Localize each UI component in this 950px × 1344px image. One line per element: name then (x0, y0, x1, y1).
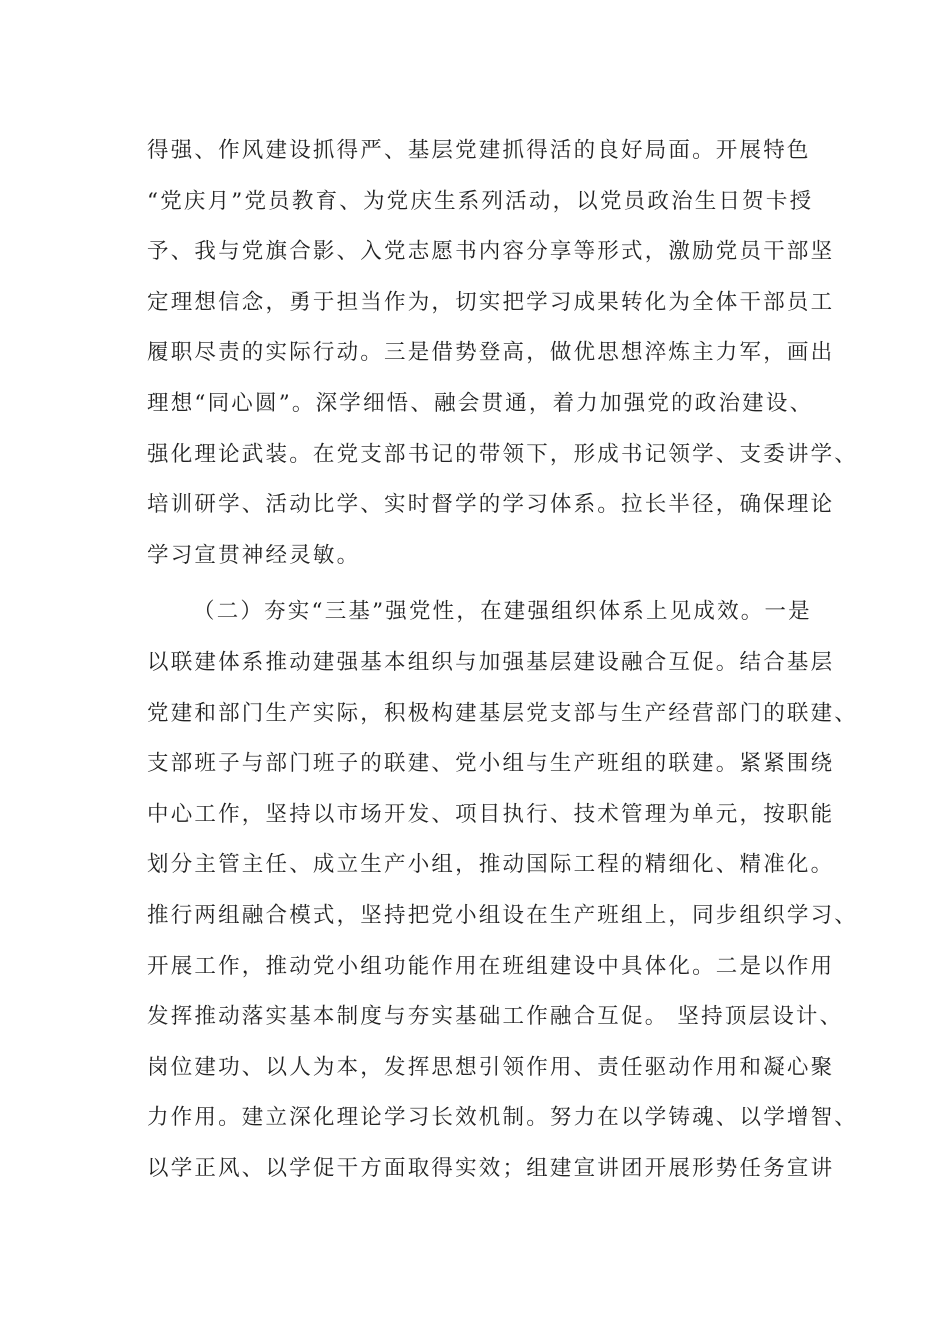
paragraph-2-line-10: 岗位建功、以人为本，发挥思想引领作用、责任驱动作用和凝心聚 (147, 1054, 835, 1080)
paragraph-2-line-7: 推行两组融合模式，坚持把党小组设在生产班组上，同步组织学习、 (147, 902, 859, 928)
paragraph-1-line-4: 定理想信念，勇于担当作为，切实把学习成果转化为全体干部员工 (147, 289, 835, 315)
paragraph-2-line-2: 以联建体系推动建强基本组织与加强基层建设融合互促。结合基层 (147, 649, 835, 675)
paragraph-1-line-2: “党庆月”党员教育、为党庆生系列活动，以党员政治生日贺卡授 (147, 188, 814, 214)
paragraph-1-line-3: 予、我与党旗合影、入党志愿书内容分享等形式，激励党员干部坚 (147, 239, 835, 265)
paragraph-1-line-6: 理想“同心圆”。深学细悟、融会贯通，着力加强党的政治建设、 (147, 390, 814, 416)
paragraph-2-line-1: （二）夯实“三基”强党性，在建强组织体系上见成效。一是 (193, 599, 812, 625)
paragraph-2-line-6: 划分主管主任、成立生产小组，推动国际工程的精细化、精准化。 (147, 852, 835, 878)
paragraph-1-line-5: 履职尽责的实际行动。三是借势登高，做优思想淬炼主力军，画出 (147, 340, 835, 366)
document-body (147, 126, 859, 1194)
paragraph-2-line-8: 开展工作，推动党小组功能作用在班组建设中具体化。二是以作用 (147, 953, 835, 979)
paragraph-2 (147, 587, 859, 1194)
paragraph-2-line-3: 党建和部门生产实际，积极构建基层党支部与生产经营部门的联建、 (147, 700, 859, 726)
paragraph-1-line-7: 强化理论武装。在党支部书记的带领下，形成书记领学、支委讲学、 (147, 441, 859, 467)
paragraph-2-line-5: 中心工作，坚持以市场开发、项目执行、技术管理为单元，按职能 (147, 801, 835, 827)
paragraph-2-line-12: 以学正风、以学促干方面取得实效；组建宣讲团开展形势任务宣讲 (147, 1155, 835, 1181)
paragraph-1-line-8: 培训研学、活动比学、实时督学的学习体系。拉长半径，确保理论 (147, 492, 835, 518)
paragraph-2-line-11: 力作用。建立深化理论学习长效机制。努力在以学铸魂、以学增智、 (147, 1105, 859, 1131)
paragraph-1-line-1: 得强、作风建设抓得严、基层党建抓得活的良好局面。开展特色 (147, 138, 811, 163)
paragraph-1 (147, 126, 859, 581)
paragraph-1-line-9: 学习宣贯神经灵敏。 (147, 542, 361, 568)
paragraph-2-line-4: 支部班子与部门班子的联建、党小组与生产班组的联建。紧紧围绕 (147, 751, 835, 777)
paragraph-2-line-9: 发挥推动落实基本制度与夯实基础工作融合互促。 坚持顶层设计、 (147, 1004, 844, 1030)
